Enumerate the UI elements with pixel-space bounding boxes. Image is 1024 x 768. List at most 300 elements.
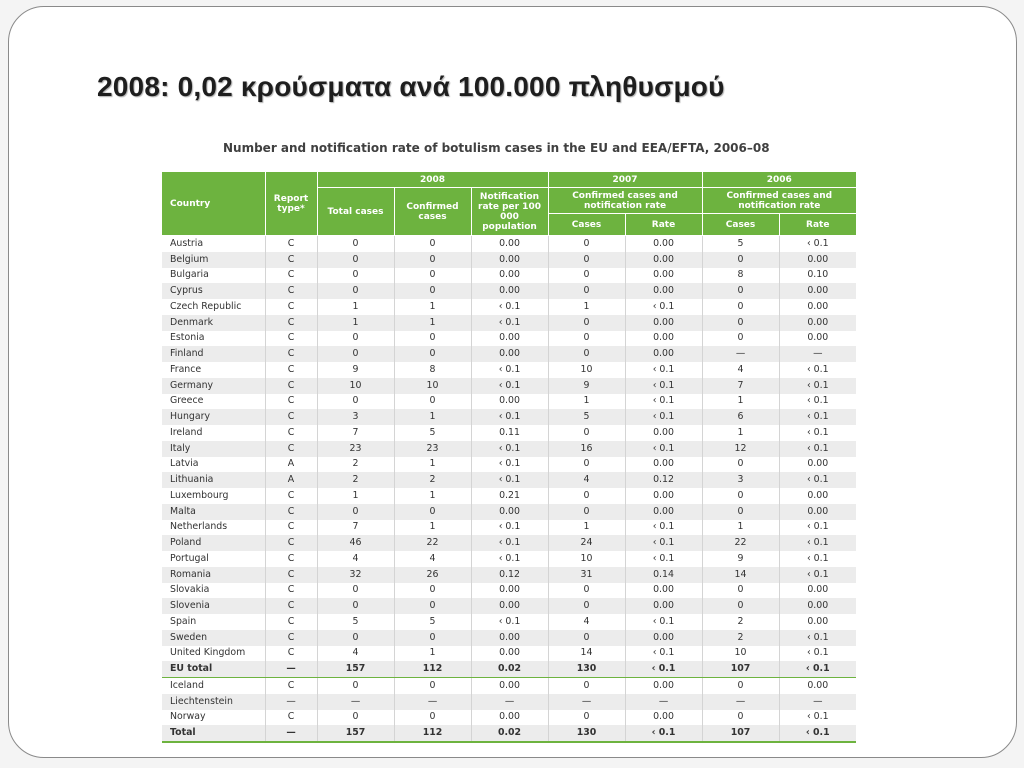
cell-report-type: C	[265, 630, 317, 646]
table-row	[162, 252, 856, 268]
cell-total-cases-2008: 157	[317, 725, 394, 742]
cell-confirmed-cases-2008: 23	[394, 441, 471, 457]
cell-notification-rate-2008: ‹ 0.1	[471, 378, 548, 394]
table-row	[162, 425, 856, 441]
cell-notification-rate-2008: 0.00	[471, 346, 548, 362]
cell-rate-2007: 0.00	[625, 583, 702, 599]
table-row	[162, 315, 856, 331]
cell-notification-rate-2008: 0.00	[471, 583, 548, 599]
cell-total-cases-2008: 9	[317, 362, 394, 378]
cell-cases-2007: 16	[548, 441, 625, 457]
cell-notification-rate-2008: 0.00	[471, 236, 548, 252]
cell-notification-rate-2008: 0.00	[471, 710, 548, 726]
cell-confirmed-cases-2008: 1	[394, 315, 471, 331]
slide-title: 2008: 0,02 κρούσματα ανά 100.000 πληθυσμού	[97, 71, 725, 102]
cell-total-cases-2008: 0	[317, 283, 394, 299]
cell-total-cases-2008: 0	[317, 630, 394, 646]
table-row	[162, 346, 856, 362]
cell-confirmed-cases-2008: 0	[394, 283, 471, 299]
cell-notification-rate-2008: ‹ 0.1	[471, 299, 548, 315]
cell-notification-rate-2008: 0.00	[471, 283, 548, 299]
cell-total-cases-2008: 3	[317, 409, 394, 425]
cell-total-cases-2008: 1	[317, 488, 394, 504]
cell-country: Greece	[162, 394, 265, 410]
cell-country: Czech Republic	[162, 299, 265, 315]
cell-rate-2007: —	[625, 694, 702, 710]
cell-confirmed-cases-2008: 0	[394, 268, 471, 284]
cell-cases-2006: 2	[702, 630, 779, 646]
cell-total-cases-2008: 32	[317, 567, 394, 583]
cell-country: Ireland	[162, 425, 265, 441]
cell-total-cases-2008: 4	[317, 646, 394, 662]
cell-notification-rate-2008: ‹ 0.1	[471, 551, 548, 567]
cell-rate-2007: ‹ 0.1	[625, 661, 702, 677]
cell-confirmed-cases-2008: 1	[394, 646, 471, 662]
cell-cases-2007: 1	[548, 299, 625, 315]
cell-confirmed-cases-2008: 22	[394, 535, 471, 551]
cell-cases-2006: 0	[702, 315, 779, 331]
cell-rate-2007: ‹ 0.1	[625, 520, 702, 536]
table-row	[162, 535, 856, 551]
cell-report-type: C	[265, 283, 317, 299]
cell-total-cases-2008: 0	[317, 394, 394, 410]
cell-cases-2006: 4	[702, 362, 779, 378]
cell-cases-2006: 14	[702, 567, 779, 583]
cell-cases-2006: 0	[702, 678, 779, 694]
cell-country: Romania	[162, 567, 265, 583]
cell-cases-2007: 24	[548, 535, 625, 551]
cell-confirmed-cases-2008: 0	[394, 678, 471, 694]
cell-cases-2007: 0	[548, 346, 625, 362]
cell-confirmed-cases-2008: 2	[394, 472, 471, 488]
cell-rate-2007: 0.00	[625, 268, 702, 284]
table-row	[162, 457, 856, 473]
cell-cases-2006: 0	[702, 283, 779, 299]
table-row	[162, 614, 856, 630]
cell-notification-rate-2008: 0.00	[471, 598, 548, 614]
cell-rate-2006: —	[779, 694, 856, 710]
cell-rate-2007: 0.00	[625, 488, 702, 504]
cell-cases-2007: 0	[548, 283, 625, 299]
cell-rate-2006: —	[779, 346, 856, 362]
cell-cases-2007: 0	[548, 710, 625, 726]
table-caption: Number and notification rate of botulism cases in the EU and EEA/EFTA, 2006–08	[223, 141, 770, 155]
cell-country: Italy	[162, 441, 265, 457]
cell-total-cases-2008: 0	[317, 710, 394, 726]
cell-confirmed-cases-2008: —	[394, 694, 471, 710]
cell-rate-2007: 0.00	[625, 710, 702, 726]
cell-cases-2006: 9	[702, 551, 779, 567]
cell-rate-2006: ‹ 0.1	[779, 441, 856, 457]
table-row	[162, 598, 856, 614]
cell-total-cases-2008: 10	[317, 378, 394, 394]
cell-cases-2007: 130	[548, 661, 625, 677]
cell-total-cases-2008: 157	[317, 661, 394, 677]
cell-notification-rate-2008: 0.00	[471, 331, 548, 347]
cell-notification-rate-2008: 0.21	[471, 488, 548, 504]
cell-cases-2006: 0	[702, 252, 779, 268]
cell-cases-2006: 107	[702, 661, 779, 677]
cell-country: Malta	[162, 504, 265, 520]
cell-notification-rate-2008: 0.02	[471, 725, 548, 742]
cell-cases-2006: —	[702, 694, 779, 710]
table-row	[162, 378, 856, 394]
cell-cases-2007: 0	[548, 236, 625, 252]
cell-cases-2006: 8	[702, 268, 779, 284]
cell-rate-2006: ‹ 0.1	[806, 552, 829, 564]
cell-notification-rate-2008: ‹ 0.1	[471, 315, 548, 331]
cell-cases-2007: 4	[548, 472, 625, 488]
cell-rate-2006: 0.00	[807, 584, 829, 596]
cell-total-cases-2008: 0	[317, 598, 394, 614]
cell-notification-rate-2008: 0.00	[471, 504, 548, 520]
cell-rate-2006: ‹ 0.1	[779, 409, 856, 425]
cell-cases-2006: 0	[702, 710, 779, 726]
cell-rate-2006: 0.10	[807, 269, 829, 281]
cell-rate-2006: 0.00	[807, 300, 829, 312]
cell-rate-2007: 0.00	[625, 331, 702, 347]
cell-report-type: C	[265, 268, 317, 284]
cell-confirmed-cases-2008: 1	[394, 457, 471, 473]
cell-cases-2006: 0	[702, 299, 779, 315]
cell-cases-2006: 0	[702, 504, 779, 520]
cell-cases-2007: 9	[548, 378, 625, 394]
table-row	[162, 725, 856, 742]
cell-country: Lithuania	[162, 472, 265, 488]
table-row	[162, 409, 856, 425]
cell-total-cases-2008: 7	[317, 425, 394, 441]
table-row	[162, 646, 856, 662]
table-row	[162, 488, 856, 504]
cell-report-type: C	[265, 441, 317, 457]
cell-cases-2006: 5	[702, 236, 779, 252]
cell-report-type: C	[265, 394, 317, 410]
cell-notification-rate-2008: ‹ 0.1	[471, 457, 548, 473]
cell-report-type: C	[265, 520, 317, 536]
cell-confirmed-cases-2008: 0	[394, 630, 471, 646]
cell-cases-2007: 130	[548, 725, 625, 742]
cell-confirmed-cases-2008: 0	[394, 504, 471, 520]
cell-cases-2006: 22	[702, 535, 779, 551]
cell-confirmed-cases-2008: 1	[394, 520, 471, 536]
cell-report-type: —	[265, 694, 317, 710]
cell-confirmed-cases-2008: 0	[394, 598, 471, 614]
table-row	[162, 331, 856, 347]
cell-rate-2006: 0.00	[807, 679, 829, 691]
cell-notification-rate-2008: 0.11	[471, 425, 548, 441]
cell-report-type: C	[265, 488, 317, 504]
cell-notification-rate-2008: 0.02	[471, 661, 548, 677]
cell-country: Slovakia	[162, 583, 265, 599]
cell-confirmed-cases-2008: 10	[394, 378, 471, 394]
cell-notification-rate-2008: —	[471, 694, 548, 710]
cell-rate-2007: 0.00	[625, 283, 702, 299]
cell-confirmed-cases-2008: 4	[394, 551, 471, 567]
cell-notification-rate-2008: 0.12	[471, 567, 548, 583]
cell-notification-rate-2008: 0.00	[471, 646, 548, 662]
cell-country: Austria	[162, 236, 265, 252]
header-rate-2007: Rate	[625, 214, 702, 236]
cell-report-type: C	[265, 425, 317, 441]
cell-country: Finland	[162, 346, 265, 362]
header-notification-rate: Notification rate per 100 000 population	[471, 188, 548, 236]
cell-country: Estonia	[162, 331, 265, 347]
cell-cases-2006: 0	[702, 331, 779, 347]
cell-rate-2006: ‹ 0.1	[806, 426, 829, 438]
cell-report-type: C	[265, 236, 317, 252]
cell-total-cases-2008: 23	[317, 441, 394, 457]
cell-cases-2006: 0	[702, 488, 779, 504]
cell-cases-2007: 0	[548, 630, 625, 646]
cell-cases-2006: 0	[702, 583, 779, 599]
cell-country: Portugal	[162, 551, 265, 567]
cell-cases-2006: 1	[702, 520, 779, 536]
cell-cases-2007: 10	[548, 362, 625, 378]
cell-rate-2006: 0.00	[779, 315, 856, 331]
table-header	[162, 172, 856, 236]
cell-rate-2007: 0.00	[625, 236, 702, 252]
cell-confirmed-cases-2008: 5	[394, 425, 471, 441]
cell-country: United Kingdom	[162, 646, 265, 662]
cell-rate-2006: ‹ 0.1	[779, 661, 856, 677]
cell-cases-2006: —	[702, 346, 779, 362]
cell-rate-2006: ‹ 0.1	[779, 535, 856, 551]
cell-rate-2006: ‹ 0.1	[806, 395, 829, 407]
cell-cases-2006: 1	[702, 425, 779, 441]
cell-rate-2007: ‹ 0.1	[625, 299, 702, 315]
table-row	[162, 441, 856, 457]
cell-rate-2007: 0.00	[625, 504, 702, 520]
cell-report-type: —	[265, 725, 317, 742]
cell-rate-2006: 0.00	[807, 332, 829, 344]
cell-country: Denmark	[162, 315, 265, 331]
cell-report-type: C	[265, 252, 317, 268]
cell-report-type: C	[265, 551, 317, 567]
cell-country: Spain	[162, 614, 265, 630]
cell-total-cases-2008: 5	[317, 614, 394, 630]
cell-notification-rate-2008: ‹ 0.1	[471, 535, 548, 551]
cell-notification-rate-2008: ‹ 0.1	[471, 520, 548, 536]
cell-rate-2006: ‹ 0.1	[806, 521, 829, 533]
cell-notification-rate-2008: 0.00	[471, 678, 548, 694]
cell-total-cases-2008: 0	[317, 504, 394, 520]
cell-cases-2006: 2	[702, 614, 779, 630]
table-row	[162, 520, 856, 536]
table-row	[162, 567, 856, 583]
cell-country: Iceland	[162, 678, 265, 694]
header-total-cases: Total cases	[317, 188, 394, 236]
cell-confirmed-cases-2008: 8	[394, 362, 471, 378]
cell-rate-2007: ‹ 0.1	[625, 551, 702, 567]
cell-cases-2006: 7	[702, 378, 779, 394]
cell-confirmed-cases-2008: 0	[394, 710, 471, 726]
cell-report-type: C	[265, 409, 317, 425]
cell-country: Belgium	[162, 252, 265, 268]
cell-confirmed-cases-2008: 1	[394, 488, 471, 504]
table-row	[162, 583, 856, 599]
cell-country: Norway	[162, 710, 265, 726]
cell-country: Netherlands	[162, 520, 265, 536]
cell-notification-rate-2008: 0.00	[471, 630, 548, 646]
header-confirmed-rate-2007: Confirmed cases and notification rate	[548, 188, 702, 214]
cell-rate-2006: 0.00	[779, 283, 856, 299]
cell-confirmed-cases-2008: 5	[394, 614, 471, 630]
cell-rate-2006: ‹ 0.1	[779, 472, 856, 488]
cell-country: Poland	[162, 535, 265, 551]
cell-notification-rate-2008: ‹ 0.1	[471, 441, 548, 457]
cell-confirmed-cases-2008: 112	[394, 725, 471, 742]
header-year-2008: 2008	[317, 172, 548, 188]
cell-report-type: C	[265, 378, 317, 394]
cell-confirmed-cases-2008: 0	[394, 394, 471, 410]
cell-total-cases-2008: 0	[317, 268, 394, 284]
cell-rate-2007: 0.00	[625, 457, 702, 473]
cell-total-cases-2008: 1	[317, 299, 394, 315]
table-body	[162, 236, 856, 743]
cell-notification-rate-2008: ‹ 0.1	[471, 614, 548, 630]
cell-rate-2007: ‹ 0.1	[625, 362, 702, 378]
cell-total-cases-2008: 0	[317, 346, 394, 362]
table-row	[162, 299, 856, 315]
cell-rate-2007: 0.00	[625, 315, 702, 331]
cell-rate-2007: 0.00	[625, 252, 702, 268]
header-report-type: Report type*	[265, 172, 317, 236]
cell-cases-2007: —	[548, 694, 625, 710]
cell-rate-2006: 0.00	[779, 252, 856, 268]
cell-country: Total	[162, 725, 265, 742]
cell-cases-2007: 31	[548, 567, 625, 583]
cell-notification-rate-2008: 0.00	[471, 394, 548, 410]
cell-cases-2007: 1	[548, 520, 625, 536]
cell-country: Slovenia	[162, 598, 265, 614]
header-confirmed-rate-2006: Confirmed cases and notification rate	[702, 188, 856, 214]
cell-report-type: C	[265, 315, 317, 331]
cell-confirmed-cases-2008: 112	[394, 661, 471, 677]
cell-cases-2006: 0	[702, 457, 779, 473]
cell-notification-rate-2008: 0.00	[471, 252, 548, 268]
table-row	[162, 504, 856, 520]
cell-cases-2006: 12	[702, 441, 779, 457]
cell-rate-2006: ‹ 0.1	[779, 567, 856, 583]
cell-rate-2007: ‹ 0.1	[625, 725, 702, 742]
cell-cases-2007: 0	[548, 488, 625, 504]
cell-cases-2007: 0	[548, 583, 625, 599]
cell-total-cases-2008: 1	[317, 315, 394, 331]
header-year-2007: 2007	[548, 172, 702, 188]
cell-cases-2006: 6	[702, 409, 779, 425]
cell-total-cases-2008: 4	[317, 551, 394, 567]
cell-confirmed-cases-2008: 0	[394, 252, 471, 268]
table-row	[162, 394, 856, 410]
cell-notification-rate-2008: ‹ 0.1	[471, 362, 548, 378]
cell-rate-2006: 0.00	[807, 458, 829, 470]
cell-rate-2007: 0.00	[625, 346, 702, 362]
table-row	[162, 710, 856, 726]
cell-cases-2006: 10	[702, 646, 779, 662]
slide	[8, 6, 1017, 758]
header-year-2006: 2006	[702, 172, 856, 188]
cell-rate-2006: ‹ 0.1	[779, 725, 856, 742]
cell-country: Bulgaria	[162, 268, 265, 284]
cell-cases-2006: 1	[702, 394, 779, 410]
cell-rate-2007: 0.00	[625, 425, 702, 441]
cell-cases-2007: 0	[548, 331, 625, 347]
cell-cases-2007: 0	[548, 252, 625, 268]
cell-report-type: C	[265, 583, 317, 599]
cell-report-type: C	[265, 346, 317, 362]
cell-rate-2006: ‹ 0.1	[806, 647, 829, 659]
cell-report-type: C	[265, 567, 317, 583]
cell-total-cases-2008: 2	[317, 472, 394, 488]
cell-report-type: C	[265, 362, 317, 378]
table-row	[162, 268, 856, 284]
cell-cases-2006: 0	[702, 598, 779, 614]
cell-report-type: C	[265, 535, 317, 551]
cell-cases-2007: 0	[548, 457, 625, 473]
cell-total-cases-2008: —	[317, 694, 394, 710]
cell-notification-rate-2008: ‹ 0.1	[471, 409, 548, 425]
cell-cases-2007: 14	[548, 646, 625, 662]
cell-report-type: C	[265, 504, 317, 520]
table-row	[162, 472, 856, 488]
cell-total-cases-2008: 0	[317, 331, 394, 347]
cell-rate-2006: ‹ 0.1	[806, 363, 829, 375]
cell-country: Cyprus	[162, 283, 265, 299]
cell-report-type: C	[265, 710, 317, 726]
table-row	[162, 551, 856, 567]
cell-rate-2007: 0.00	[625, 678, 702, 694]
cell-report-type: C	[265, 331, 317, 347]
cell-cases-2007: 0	[548, 504, 625, 520]
cell-notification-rate-2008: 0.00	[471, 268, 548, 284]
cell-rate-2006: 0.00	[779, 598, 856, 614]
cell-confirmed-cases-2008: 0	[394, 346, 471, 362]
table-row	[162, 236, 856, 252]
cell-total-cases-2008: 0	[317, 678, 394, 694]
cell-report-type: C	[265, 678, 317, 694]
cell-rate-2006: ‹ 0.1	[779, 378, 856, 394]
cell-confirmed-cases-2008: 1	[394, 299, 471, 315]
table-row	[162, 678, 856, 694]
cell-country: EU total	[162, 661, 265, 677]
cell-cases-2006: 3	[702, 472, 779, 488]
cell-rate-2007: ‹ 0.1	[625, 394, 702, 410]
cell-cases-2007: 5	[548, 409, 625, 425]
table-row	[162, 362, 856, 378]
cell-report-type: A	[265, 472, 317, 488]
cell-report-type: C	[265, 614, 317, 630]
cell-rate-2006: 0.00	[807, 615, 829, 627]
cell-country: Sweden	[162, 630, 265, 646]
cell-country: Hungary	[162, 409, 265, 425]
cell-report-type: —	[265, 661, 317, 677]
cell-rate-2007: 0.12	[625, 472, 702, 488]
header-cases-2007: Cases	[548, 214, 625, 236]
cell-total-cases-2008: 0	[317, 252, 394, 268]
cell-total-cases-2008: 0	[317, 236, 394, 252]
cell-rate-2007: ‹ 0.1	[625, 441, 702, 457]
cell-country: France	[162, 362, 265, 378]
cell-rate-2007: ‹ 0.1	[625, 614, 702, 630]
cell-confirmed-cases-2008: 1	[394, 409, 471, 425]
cell-report-type: A	[265, 457, 317, 473]
table-row	[162, 661, 856, 677]
cell-country: Luxembourg	[162, 488, 265, 504]
cell-total-cases-2008: 46	[317, 535, 394, 551]
cell-cases-2007: 0	[548, 678, 625, 694]
cell-rate-2007: ‹ 0.1	[625, 409, 702, 425]
cell-cases-2007: 4	[548, 614, 625, 630]
